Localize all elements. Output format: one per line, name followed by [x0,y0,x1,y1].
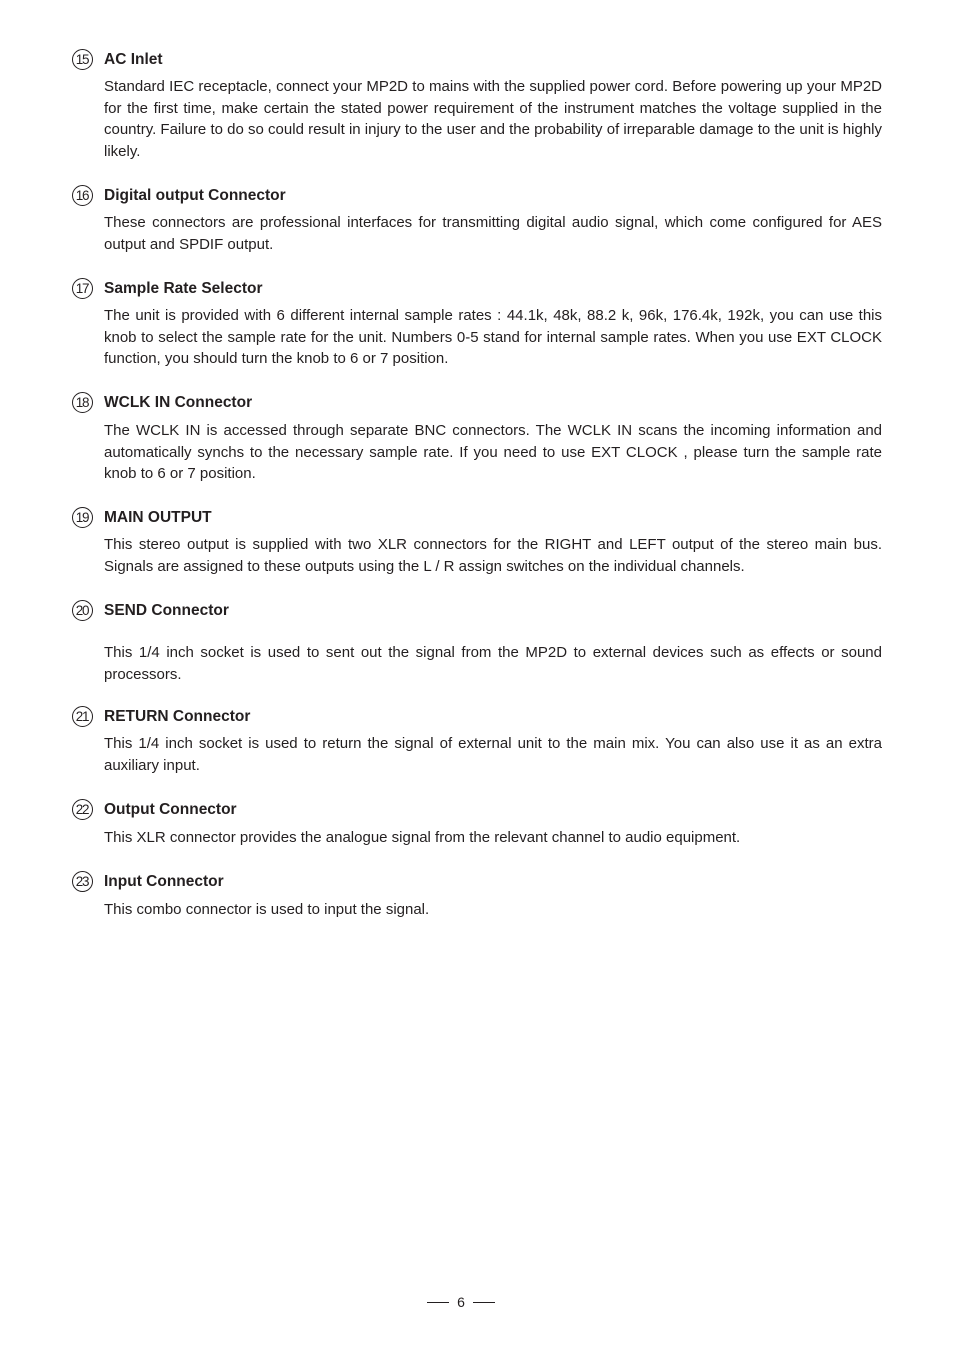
section-body-text: These connectors are professional interfaces for transmitting digital audio signal, which come configured for AES output and SPDIF output. [104,214,882,253]
section-number-badge: 21 [72,706,93,727]
section-number-badge: 18 [72,392,93,413]
section-heading: Sample Rate Selector [104,280,263,297]
section-body-text: This XLR connector provides the analogue signal from the relevant channel to audio equipment. [104,829,741,846]
section-heading: WCLK IN Connector [104,394,253,411]
section-body-text: This 1/4 inch socket is used to sent out the signal from the MP2D to external devices such as effects or sound processors. [104,644,882,683]
section-body-text: Standard IEC receptacle, connect your MP2D to mains with the supplied power cord. Before powering up your MP2D for the first time, make certain the stated power requirement of the instrument matches the voltage supplied in the country. Failure to do so could result in injury to the user and the probability of irreparable damage to the unit is highly likely. [104,78,882,161]
section-number-badge: 19 [72,507,93,528]
footer-rule-right [473,1302,495,1303]
section-heading: Digital output Connector [104,187,286,204]
section-heading: Input Connector [104,873,224,890]
section-body-text: The WCLK IN is accessed through separate BNC connectors. The WCLK IN scans the incoming information and automatically synchs to the necessary sample rate. If you need to use EXT CLOCK , please turn the sample rate knob to 6 or 7 position. [104,422,882,483]
section-number-badge: 16 [72,185,93,206]
section-heading: Output Connector [104,801,237,818]
section-heading: AC Inlet [104,51,163,68]
section-heading: RETURN Connector [104,708,251,725]
section-heading: MAIN OUTPUT [104,509,212,526]
section-body-text: This 1/4 inch socket is used to return the signal of external unit to the main mix. You can also use it as an extra auxiliary input. [104,735,882,774]
section-number-badge: 23 [72,871,93,892]
section-number-badge: 15 [72,49,93,70]
section-body-text: The unit is provided with 6 different internal sample rates : 44.1k, 48k, 88.2 k, 96k, 176.4k, 192k, you can use this knob to select the sample rate for the unit. Numbers 0-5 stand for internal sample rates. When you use EXT CLOCK function, you should turn the knob to 6 or 7 position. [104,307,882,368]
section-number-badge: 22 [72,799,93,820]
page-number: 6 [457,1294,465,1310]
section-heading: SEND Connector [104,602,229,619]
section-number-badge: 20 [72,600,93,621]
section-body-text: This stereo output is supplied with two XLR connectors for the RIGHT and LEFT output of the stereo main bus. Signals are assigned to these outputs using the L / R assign switches on the individual channels. [104,536,882,575]
page-footer [0,1293,954,1311]
footer-rule-left [427,1302,449,1303]
section-body-text: This combo connector is used to input the signal. [104,901,430,918]
section-number-badge: 17 [72,278,93,299]
